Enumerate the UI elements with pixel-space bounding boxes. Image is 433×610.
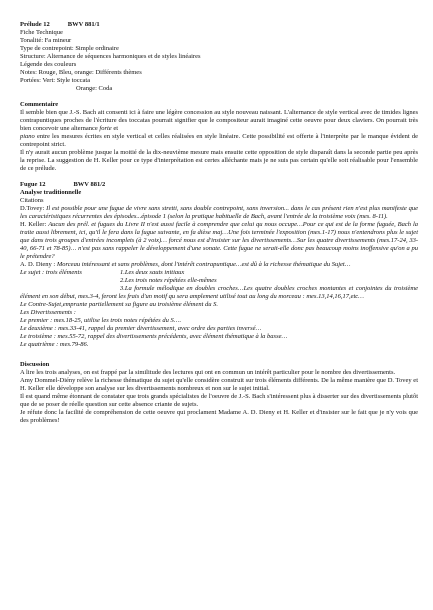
fiche-line: Portées: Vert: Style toccata [20,77,91,84]
commentaire-paragraph-1 [20,109,418,149]
sujet-elements [20,269,418,277]
citation-author: A. D. Dieny : [20,261,56,268]
citation-text: Aucun des prél. et fugues du Livre II n'est aussi facile à comprendre que celui qu nous occupe…Pour ce qui est de la forme fuguée, Bach la traite aussi librement, ici, qu'il le fera dans la fugue suivante, en fa dièse maj…Une fois terminée l'exposition (mes.1-17) nous n'entendrons plus le sujet que dans trois groupes d'entrées incomplets (à 2 voix)… forcé nous est d'insister sur les divertissements…Sur les quatre divertissements (mes.17-24, 33-40, 66-71 et 78-85)… n'est pas sans rappeler le développement d'une sonate. Cette fugue ne serait-elle donc pas beaucoup moins inoffensive qu'on a pu le prétendre? [20,221,419,260]
citation-keller [20,221,418,261]
fiche-line: Tonalité: Fa mineur [20,37,72,44]
citation-text: Morceau intéressant et sans problèmes, dont l'intérêt contrapuntique…est dû à la richesse thématique du Sujet… [56,261,351,268]
discussion-paragraph-2: Amy Dommel-Diény relève la richesse thématique du sujet qu'elle considère construit sur trois éléments différents. De la même manière que D. Tovey et H. Keller elle développe son analyse sur les divertissements nombreux et non sur le sujet initial. [20,377,418,392]
discussion-paragraph-1: A lire les trois analyses, on est frappé par la similitude des lectures qui ont en commun un intérêt particulier pour le nombre des divertissements. [20,369,396,376]
citation-author: H. Keller: [20,221,47,228]
discussion-paragraph-4: Je réfute donc la facilité de compréhension de cette oeuvre qui proclament Madame A. D. Dieny et H. Keller et d'insister sur le fait que je n'y vois que des problèmes! [20,409,418,424]
sujet-element-3: 3.La formule mélodique en doubles croches…Les quatre doubles croches montantes et conjointes du troisième élément en son début, mes.3-4, feront les frais d'un motif qu sera amplement utilisé tout au long du morceau : mes.13,14,16,17,etc… [20,285,418,300]
commentaire-section [20,101,418,173]
divertissement-1: Le premier : mes.18-25, utilise les trois notes répétées du S…. [20,317,182,324]
fiche-line: Légende des couleurs [20,61,77,68]
divertissement-4: Le quatrième : mes.79-86. [20,341,89,348]
divertissements-label: Les Divertissements : [20,309,76,316]
prelude-heading: Prélude 12 [20,21,50,28]
fugue-title [20,181,418,189]
fugue-bwv: BWV 881/2 [73,181,106,188]
divertissement-3: Le troisième : mes.55-72, rappel des divertissements précédents, avec élément thématique à la basse… [20,333,288,340]
discussion-paragraph-3: Il est quand même étonnant de constater que trois grands spécialistes de l'oeuvre de J.-S. Bach s'intéressent plus à disserter sur des divertissements plutôt que de se poser de réelle question sur cette absence criante de sujets. [20,393,418,408]
commentaire-paragraph-2: Il n'y aurait aucun problème jusque la moitié de la dix-neuvième mesure mais ensuite cette opposition de style disparaît dans la seconde partie peu après la reprise. La suggestion de H. Keller pour ce type d'interprétation est certes alléchante mais je ne suis pas certain qu'elle soit réalisable pour l'ensemble de ce prélude. [20,149,418,172]
forte-term: forte [99,125,112,132]
sujet-label: Le sujet : trois éléments [20,269,82,276]
commentaire-text: entre les mesures écrites en style vertical et celles réalisées en style linéaire. Cette possibilité est offerte à l'interprète par le manque évident de contrepoint strict. [20,133,418,148]
prelude-section [20,21,418,93]
fugue-section [20,181,418,349]
citation-author: D.Tovey: [20,205,45,212]
fiche-line: Fiche Technique [20,29,63,36]
commentaire-text: Il semble bien que J.-S. Bach ait consenti ici à faire une légère concession au style nouveau naissant. L'alternance de style vertical avec de timides lignes contrapuntiques proches de l'écriture des toccatas pourrait signifier que le compositeur aurait imaginé cette oeuvre pour deux claviers. On pourrait très bien concevoir une alternance [20,109,418,132]
commentaire-text: et [113,125,119,132]
prelude-bwv: BWV 881/1 [67,21,100,28]
citation-text: Il est possible pour une fugue de vivre sans stretti, sans double contrepoint, sans inversion... dans le cas présent rien n'est plus manifeste que les caractéristiques récurrentes des épisodes...épisode 1 (selon la pratique habituelle de Bach, avant l'entrée de la troisième voix (mes. 8-11). [20,205,419,220]
fiche-line: Type de contrepoint: Simple ordinaire [20,45,119,52]
fugue-subheading: Analyse traditionnelle [20,189,82,196]
sujet-element-1: 1.Les deux sauts initiaux [120,269,185,276]
citations-label: Citations [20,197,44,204]
commentaire-heading: Commentaire [20,101,59,108]
citation-tovey [20,205,418,221]
discussion-heading: Discussion [20,361,50,368]
divertissement-2: Le deuxième : mes.33-41, rappel du premier divertissement, avec ordre des parties inversé… [20,325,262,332]
sujet-element-2: 2.Les trois notes répétées elle-mêmes [120,277,217,284]
fiche-line-coda: Orange: Coda [76,85,113,92]
fiche-line: Notes: Rouge, Bleu, orange: Différents thèmes [20,69,142,76]
discussion-section [20,361,418,425]
contre-sujet: Le Contre-Sujet,emprunte partiellement sa figure au troisième élément du S. [20,301,219,308]
citation-dieny [20,261,418,269]
piano-term: piano [20,133,35,140]
fugue-heading: Fugue 12 [20,181,46,188]
fiche-line: Structure: Alternance de séquences harmoniques et de styles linéaires [20,53,201,60]
prelude-title [20,21,418,29]
document-page [20,21,418,425]
